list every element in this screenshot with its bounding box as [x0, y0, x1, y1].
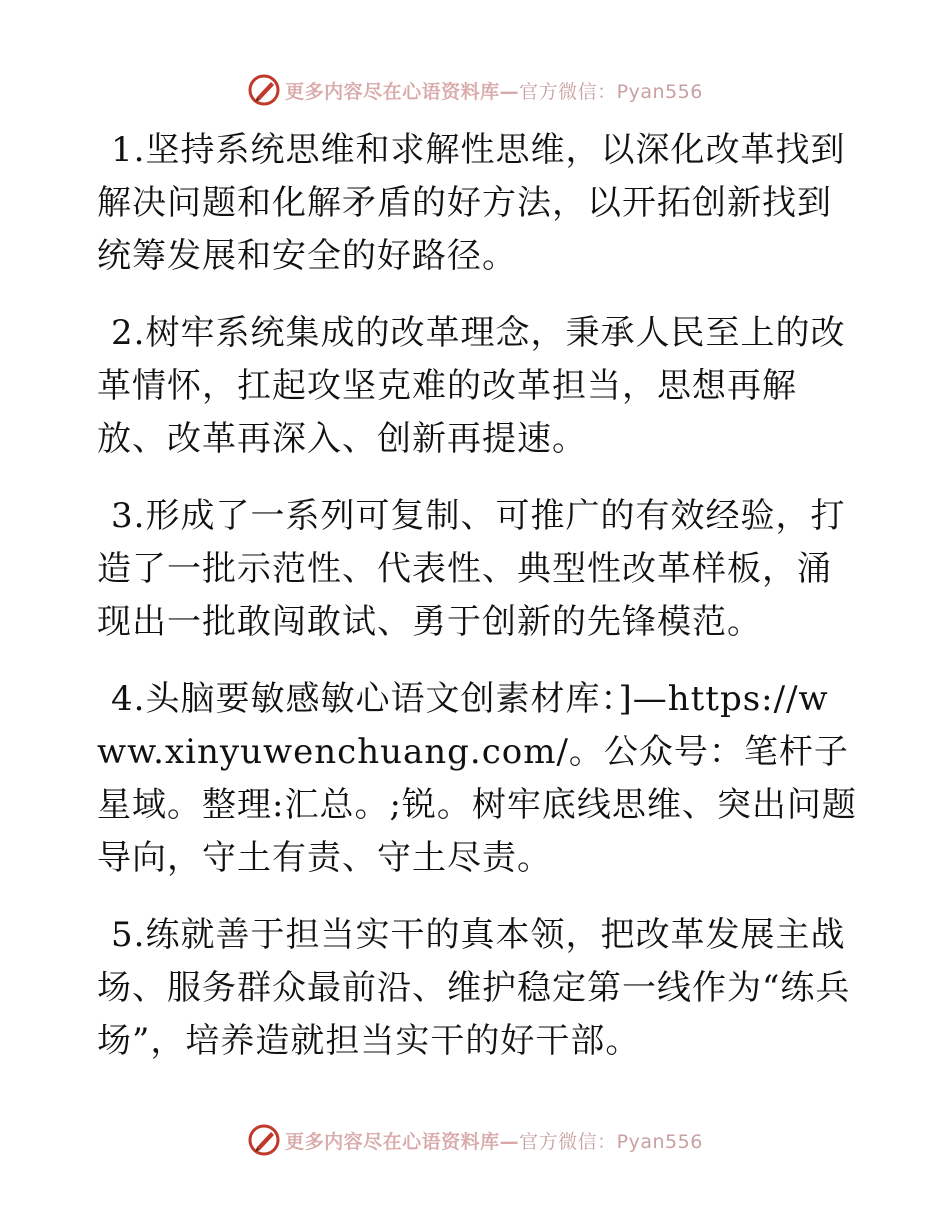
- paragraph-number: 2.: [111, 313, 146, 353]
- paragraph-5: [97, 909, 857, 1068]
- banner-slogan: 更多内容尽在心语资料库—: [285, 80, 520, 103]
- banner-slogan: 更多内容尽在心语资料库—: [285, 1130, 520, 1153]
- pen-logo-icon: [247, 73, 281, 107]
- paragraph-3: [97, 490, 857, 649]
- document-body: [97, 124, 857, 1092]
- banner-wechat: 官方微信：Pyan556: [519, 80, 703, 103]
- paragraph-number: 1.: [111, 130, 146, 170]
- banner-wechat: 官方微信：Pyan556: [519, 1130, 703, 1153]
- paragraph-2: [97, 307, 857, 466]
- paragraph-text: 头脑要敏感敏心语文创素材库：]—https://www.xinyuwenchuang.com/。公众号：笔杆子星域。整理:汇总。;锐。树牢底线思维、突出问题导向，守土有责、守土尽责。: [97, 679, 857, 878]
- paragraph-number: 3.: [111, 496, 146, 536]
- paragraph-1: [97, 124, 857, 283]
- paragraph-number: 4.: [111, 679, 146, 719]
- paragraph-text: 树牢系统集成的改革理念，秉承人民至上的改革情怀，扛起攻坚克难的改革担当，思想再解放、改革再深入、创新再提速。: [97, 313, 846, 459]
- paragraph-text: 练就善于担当实干的真本领，把改革发展主战场、服务群众最前沿、维护稳定第一线作为“练兵场”，培养造就担当实干的好干部。: [97, 915, 851, 1061]
- footer-banner: [0, 1120, 950, 1160]
- paragraph-text: 坚持系统思维和求解性思维，以深化改革找到解决问题和化解矛盾的好方法，以开拓创新找到统筹发展和安全的好路径。: [97, 130, 846, 276]
- banner-text: [285, 1127, 703, 1154]
- pen-logo-icon: [247, 1123, 281, 1157]
- paragraph-4: [97, 673, 857, 885]
- header-banner: [0, 70, 950, 110]
- banner-text: [285, 77, 703, 104]
- paragraph-text: 形成了一系列可复制、可推广的有效经验，打造了一批示范性、代表性、典型性改革样板，涌现出一批敢闯敢试、勇于创新的先锋模范。: [97, 496, 846, 642]
- paragraph-number: 5.: [111, 915, 146, 955]
